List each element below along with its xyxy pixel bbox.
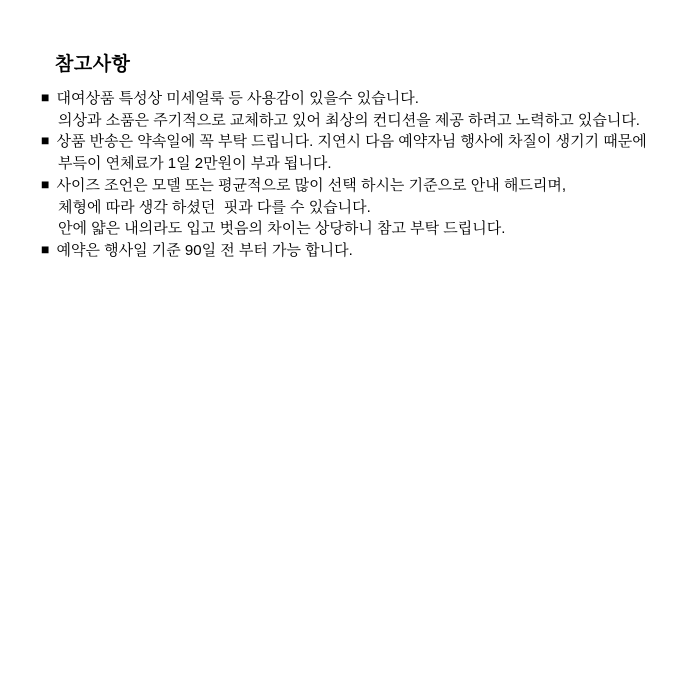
note-line-continuation bbox=[0, 197, 700, 219]
note-text: 예약은 행사일 기준 90일 전 부터 가능 합니다. bbox=[56, 241, 353, 259]
note-line-continuation bbox=[0, 110, 700, 132]
bullet-square-icon: ■ bbox=[41, 240, 50, 257]
note-line bbox=[0, 131, 700, 153]
bullet-square-icon: ■ bbox=[41, 89, 50, 105]
note-line bbox=[0, 175, 700, 197]
note-line-continuation bbox=[0, 153, 700, 175]
bullet-square-icon: ■ bbox=[41, 132, 50, 149]
note-text: 대여상품 특성상 미세얼룩 등 사용감이 있을수 있습니다. bbox=[56, 90, 419, 107]
note-line-continuation bbox=[0, 218, 700, 240]
note-line bbox=[0, 88, 700, 110]
note-text: 상품 반송은 약속일에 꼭 부탁 드립니다. 지연시 다음 예약자님 행사에 차질이 생기기 때문에 bbox=[56, 133, 647, 151]
page-title: 참고사항 bbox=[55, 54, 131, 75]
note-text: 사이즈 조언은 모델 또는 평균적으로 많이 선택 하시는 기준으로 안내 해드리며, bbox=[56, 176, 566, 194]
notes-list bbox=[0, 88, 700, 262]
note-text: 체형에 따라 생각 하셨던 핏과 다를 수 있습니다. bbox=[58, 198, 371, 216]
note-text: 부득이 연체료가 1일 2만원이 부과 됩니다. bbox=[58, 155, 332, 173]
note-text: 안에 얇은 내의라도 입고 벗음의 차이는 상당하니 참고 부탁 드립니다. bbox=[58, 220, 506, 238]
bullet-square-icon: ■ bbox=[41, 175, 50, 192]
note-line bbox=[0, 240, 700, 262]
note-text: 의상과 소품은 주기적으로 교체하고 있어 최상의 컨디션을 제공 하려고 노력하고 있습니다. bbox=[58, 111, 640, 129]
